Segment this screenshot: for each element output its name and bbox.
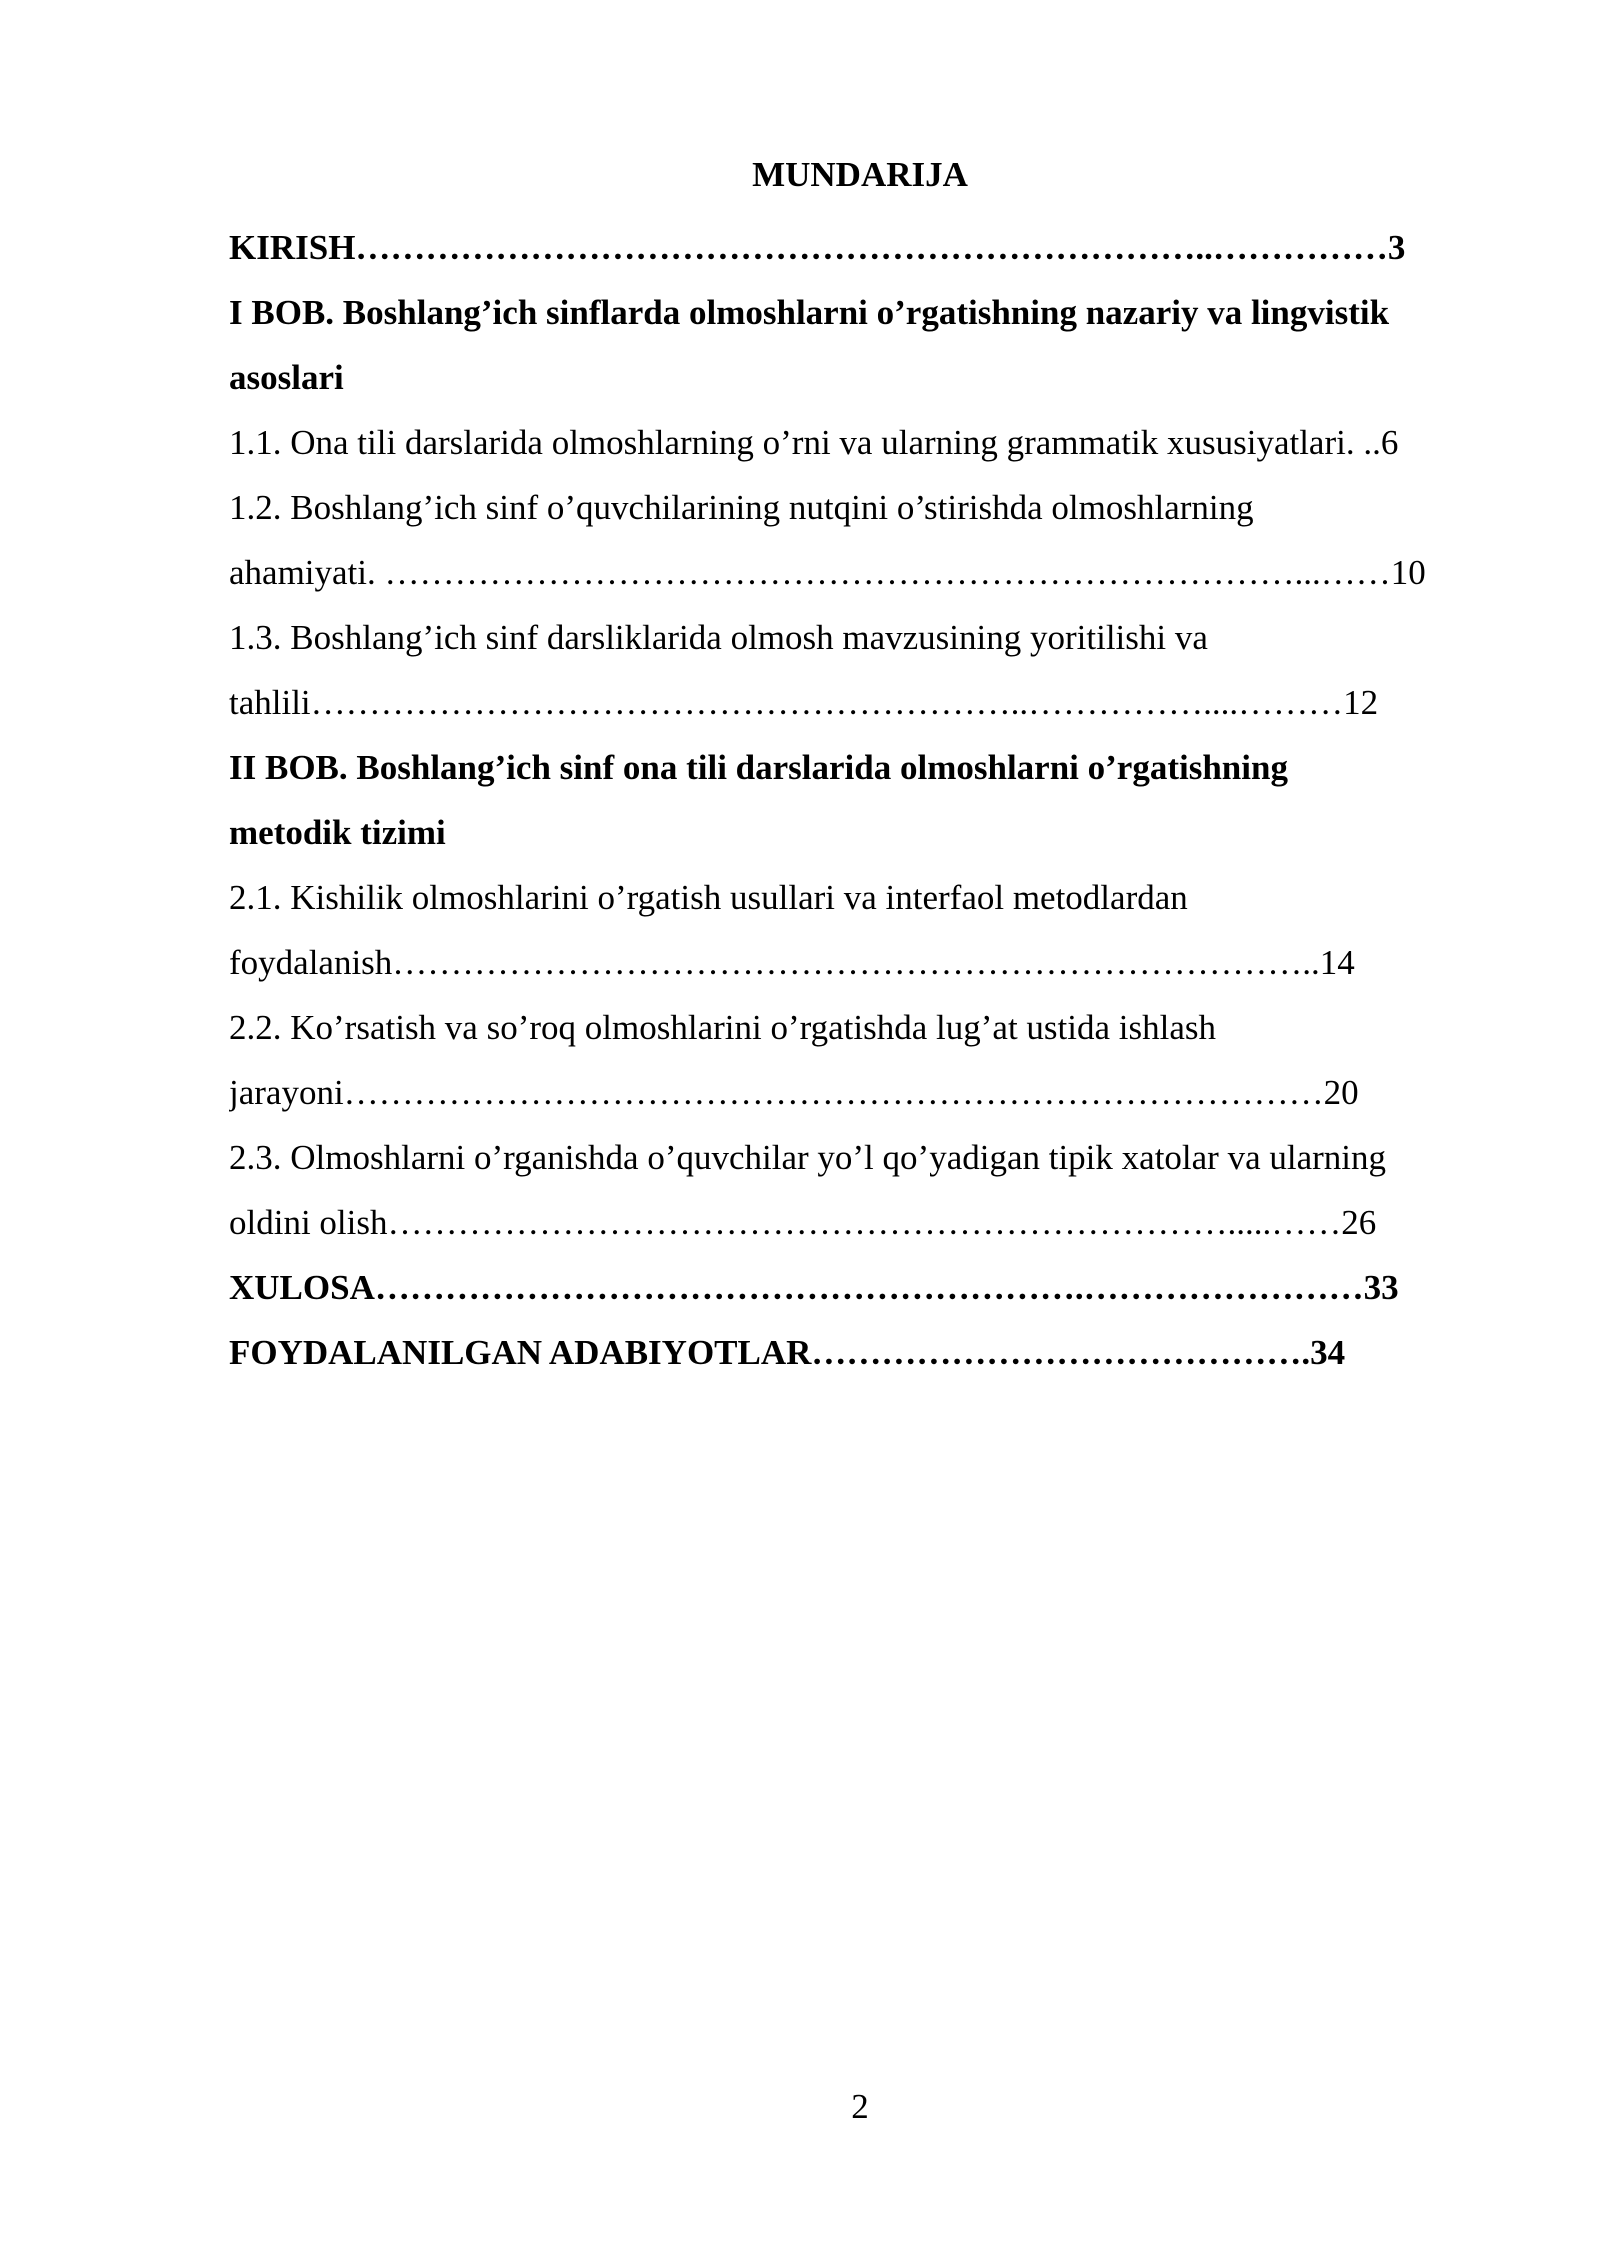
toc-line: metodik tizimi bbox=[229, 813, 446, 852]
toc-line: FOYDALANILGAN ADABIYOTLAR…………………………………….34 bbox=[229, 1333, 1346, 1372]
toc-line: 2.1. Kishilik olmoshlarini o’rgatish usullari va interfaol metodlardan bbox=[229, 878, 1188, 917]
toc-line: 2.2. Ko’rsatish va so’roq olmoshlarini o’rgatishda lug’at ustida ishlash bbox=[229, 1008, 1216, 1047]
page-title: MUNDARIJA bbox=[752, 155, 968, 194]
toc-line: tahlili……………………………………………………..……………....………12 bbox=[229, 683, 1379, 722]
toc-line: 1.3. Boshlang’ich sinf darsliklarida olmosh mavzusining yoritilishi va bbox=[229, 618, 1208, 657]
toc-line: jarayoni…………………………………………………………………………20 bbox=[229, 1073, 1359, 1112]
toc-line: 1.2. Boshlang’ich sinf o’quvchilarining nutqini o’stirishda olmoshlarning bbox=[229, 488, 1254, 527]
toc-line: asoslari bbox=[229, 358, 344, 397]
page-number: 2 bbox=[851, 2087, 869, 2126]
toc-line: KIRISH………………………………………………………………..……………3 bbox=[229, 228, 1406, 267]
table-of-contents bbox=[229, 215, 1489, 1385]
toc-line: ahamiyati. ……………………………………………………………………...……10 bbox=[229, 553, 1426, 592]
toc-line: 1.1. Ona tili darslarida olmoshlarning o’rni va ularning grammatik xususiyatlari. ..6 bbox=[229, 423, 1399, 462]
toc-line: II BOB. Boshlang’ich sinf ona tili darslarida olmoshlarni o’rgatishning bbox=[229, 748, 1288, 787]
toc-line: I BOB. Boshlang’ich sinflarda olmoshlarni o’rgatishning nazariy va lingvistik bbox=[229, 293, 1390, 332]
toc-line: XULOSA…………………………………………………….……………………33 bbox=[229, 1268, 1399, 1307]
toc-line: foydalanish……………………………………………………………………..14 bbox=[229, 943, 1355, 982]
toc-line: 2.3. Olmoshlarni o’rganishda o’quvchilar yo’l qo’yadigan tipik xatolar va ularning bbox=[229, 1138, 1386, 1177]
toc-line: oldini olish……………………………………………………………….....……26 bbox=[229, 1203, 1377, 1242]
